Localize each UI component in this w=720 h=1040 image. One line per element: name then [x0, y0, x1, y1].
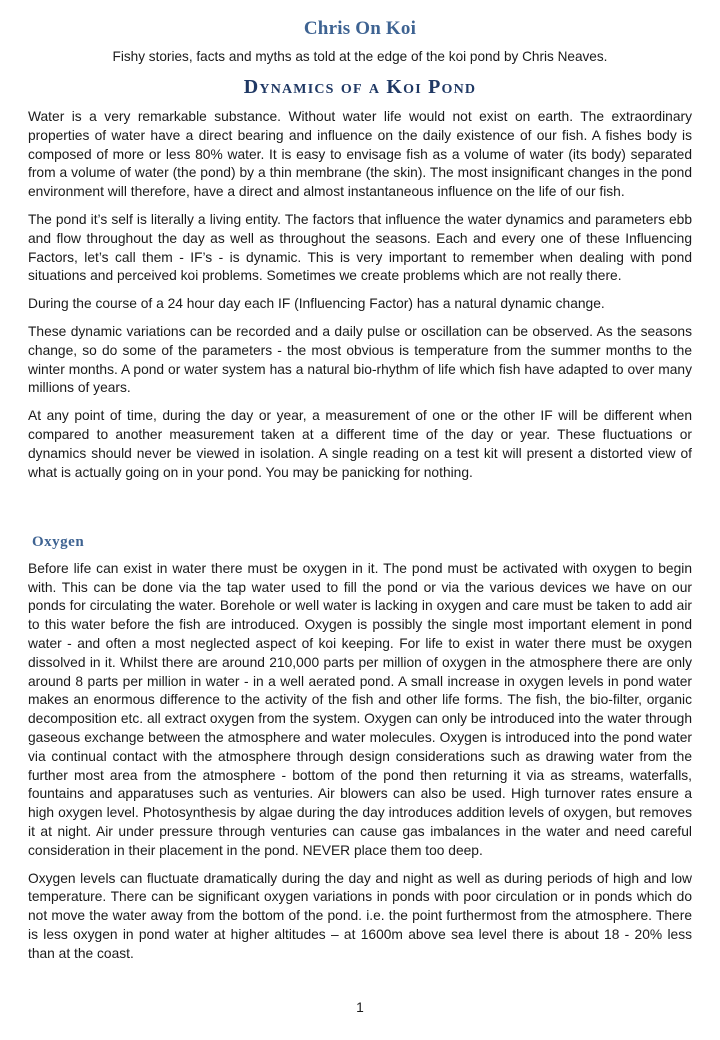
- paragraph: During the course of a 24 hour day each IF (Influencing Factor) has a natural dynamic change.: [28, 296, 605, 312]
- oxygen-section: [28, 533, 692, 973]
- site-title: Chris On Koi: [303, 18, 417, 39]
- tagline: Fishy stories, facts and myths as told at the edge of the koi pond by Chris Neaves.: [112, 49, 608, 64]
- section-heading-oxygen: Oxygen: [32, 534, 85, 550]
- paragraph: Oxygen levels can fluctuate dramatically during the day and night as well as during periods of high and low temperature. There can be significant oxygen variations in ponds with poor circulation or in ponds which do not move the water away from the bottom of the pond. i.e. the point furthermost from the atmosphere. There is less oxygen in pond water at higher altitudes – at 1600m above sea level there is about 18 - 20% less than at the coast.: [28, 870, 692, 961]
- paragraph: Before life can exist in water there must be oxygen in it. The pond must be activated with oxygen to begin with. This can be done via the tap water used to fill the pond or via the various devices we have on our ponds for circulating the water. Borehole or well water is lacking in oxygen and care must be taken to add air to this water before the fish are introduced. Oxygen is possibly the single most important element in pond water - and often a most neglected aspect of koi keeping. For life to exist in water there must be oxygen dissolved in it. Whilst there are around 210,000 parts per million of oxygen in the atmosphere there are only around 8 parts per million in water - in a well aerated pond. A small increase in oxygen levels in pond water makes an enormous difference to the activity of the fish and other life forms. The fish, the bio-filter, organic decomposition etc. all extract oxygen from the system. Oxygen can only be introduced into the water through gaseous exchange between the atmosphere and water molecules. Oxygen is introduced into the pond water via continual contact with the atmosphere through design considerations such as drawing water from the further most area from the atmosphere - bottom of the pond then returning it via as streams, waterfalls, fountains and apparatuses such as venturies. Air blowers can also be used. High turnover rates ensure a high oxygen level. Photosynthesis by algae during the day introduces addition levels of oxygen, but removes it at night. Air under pressure through venturies can cause gas imbalances in the water and need careful consideration in their placement in the pond. NEVER place them too deep.: [28, 560, 692, 858]
- paragraph: These dynamic variations can be recorded and a daily pulse or oscillation can be observed. As the seasons change, so do some of the parameters - the most obvious is temperature from the summer months to the winter months. A pond or water system has a natural bio-rhythm of life which fish have adapted to over many millions of years.: [28, 323, 692, 396]
- intro-section: [28, 108, 692, 491]
- paragraph: Water is a very remarkable substance. Without water life would not exist on earth. The extraordinary properties of water have a direct bearing and influence on the daily existence of our fish. A fishes body is composed of more or less 80% water. It is easy to envisage fish as a volume of water (its body) separated from a volume of water (the pond) by a thin membrane (the skin). The most insignificant changes in the pond environment will therefore, have a direct and almost instantaneous influence on the life of our fish.: [28, 109, 692, 200]
- paragraph: The pond it’s self is literally a living entity. The factors that influence the water dynamics and parameters ebb and flow throughout the day as well as throughout the seasons. Each and every one of these Influencing Factors, let’s call them - IF’s - is dynamic. This is very important to remember when dealing with pond situations and perceived koi problems. Sometimes we create problems which are not really there.: [28, 211, 692, 284]
- paragraph: At any point of time, during the day or year, a measurement of one or the other IF will be different when compared to another measurement taken at a different time of the day or year. These fluctuations or dynamics should never be viewed in isolation. A single reading on a test kit will present a distorted view of what is actually going on in your pond. You may be panicking for nothing.: [28, 408, 692, 480]
- page-title: Dynamics of a Koi Pond: [243, 76, 477, 98]
- page-number: 1: [356, 1000, 364, 1015]
